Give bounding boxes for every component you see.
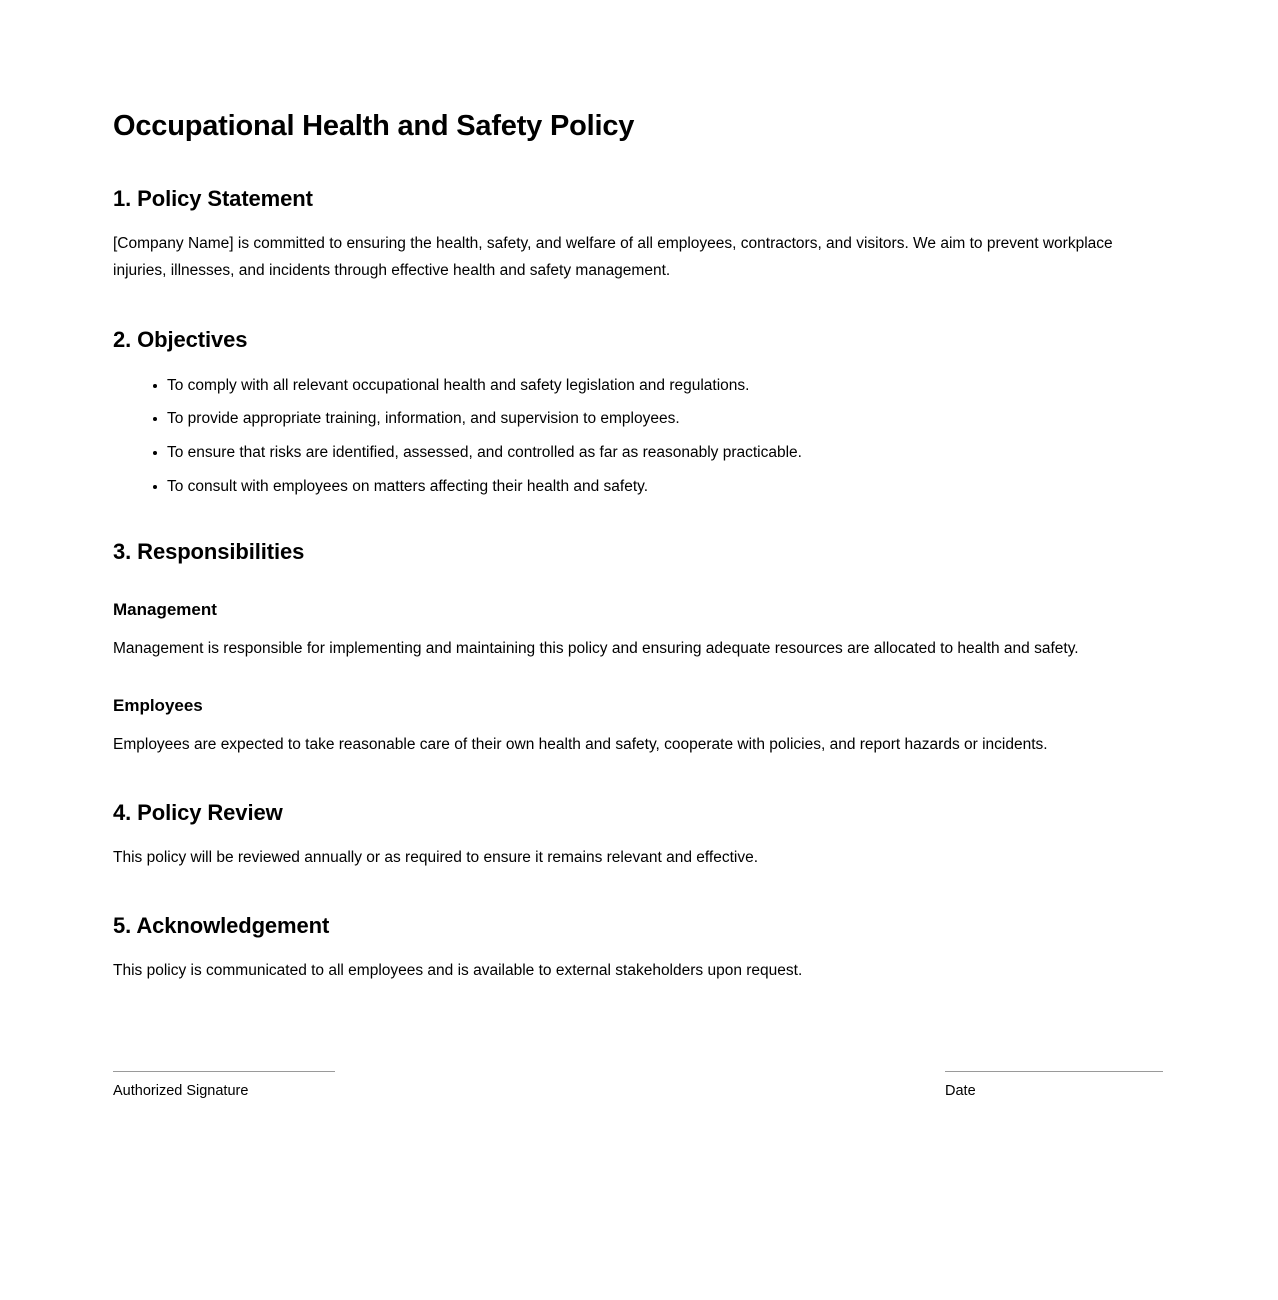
subheading-management: Management [113,599,217,619]
section-policy-review [113,799,1163,871]
section-heading-policy-review: 4. Policy Review [113,800,283,826]
section-acknowledgement [113,912,1163,984]
signature-block [113,1071,1163,1101]
list-item: To provide appropriate training, information, and supervision to employees. [153,408,1163,430]
authorized-signature-label: Authorized Signature [113,1082,249,1099]
date-rule [945,1071,1163,1072]
authorized-signature-field[interactable] [113,1071,335,1101]
subheading-employees: Employees [113,695,203,715]
section-responsibilities [113,538,1163,758]
section-heading-policy-statement: 1. Policy Statement [113,186,313,212]
list-item: To comply with all relevant occupational health and safety legislation and regulations. [153,375,1163,397]
page-title: Occupational Health and Safety Policy [113,110,635,142]
paragraph-policy-statement: [Company Name] is committed to ensuring the health, safety, and welfare of all employees, contractors, and visitors. We aim to prevent workplace injuries, illnesses, and incidents through effective health and safety management. [113,234,1113,280]
section-policy-statement [113,185,1163,285]
section-heading-responsibilities: 3. Responsibilities [113,539,305,565]
list-item: To consult with employees on matters affecting their health and safety. [153,476,1163,498]
paragraph-policy-review: This policy will be reviewed annually or as required to ensure it remains relevant and effective. [113,848,759,866]
paragraph-acknowledgement: This policy is communicated to all employees and is available to external stakeholders upon request. [113,962,803,980]
list-item: To ensure that risks are identified, assessed, and controlled as far as reasonably practicable. [153,442,1163,464]
section-heading-acknowledgement: 5. Acknowledgement [113,913,330,939]
section-heading-objectives: 2. Objectives [113,327,248,352]
paragraph-management: Management is responsible for implementing and maintaining this policy and ensuring adequate resources are allocated to health and safety. [113,640,1079,658]
section-objectives [113,326,1163,497]
date-label: Date [945,1082,976,1099]
signature-rule [113,1071,335,1072]
date-field[interactable] [945,1071,1163,1101]
paragraph-employees: Employees are expected to take reasonable care of their own health and safety, cooperate with policies, and report hazards or incidents. [113,735,1048,753]
objectives-list [113,375,1163,498]
